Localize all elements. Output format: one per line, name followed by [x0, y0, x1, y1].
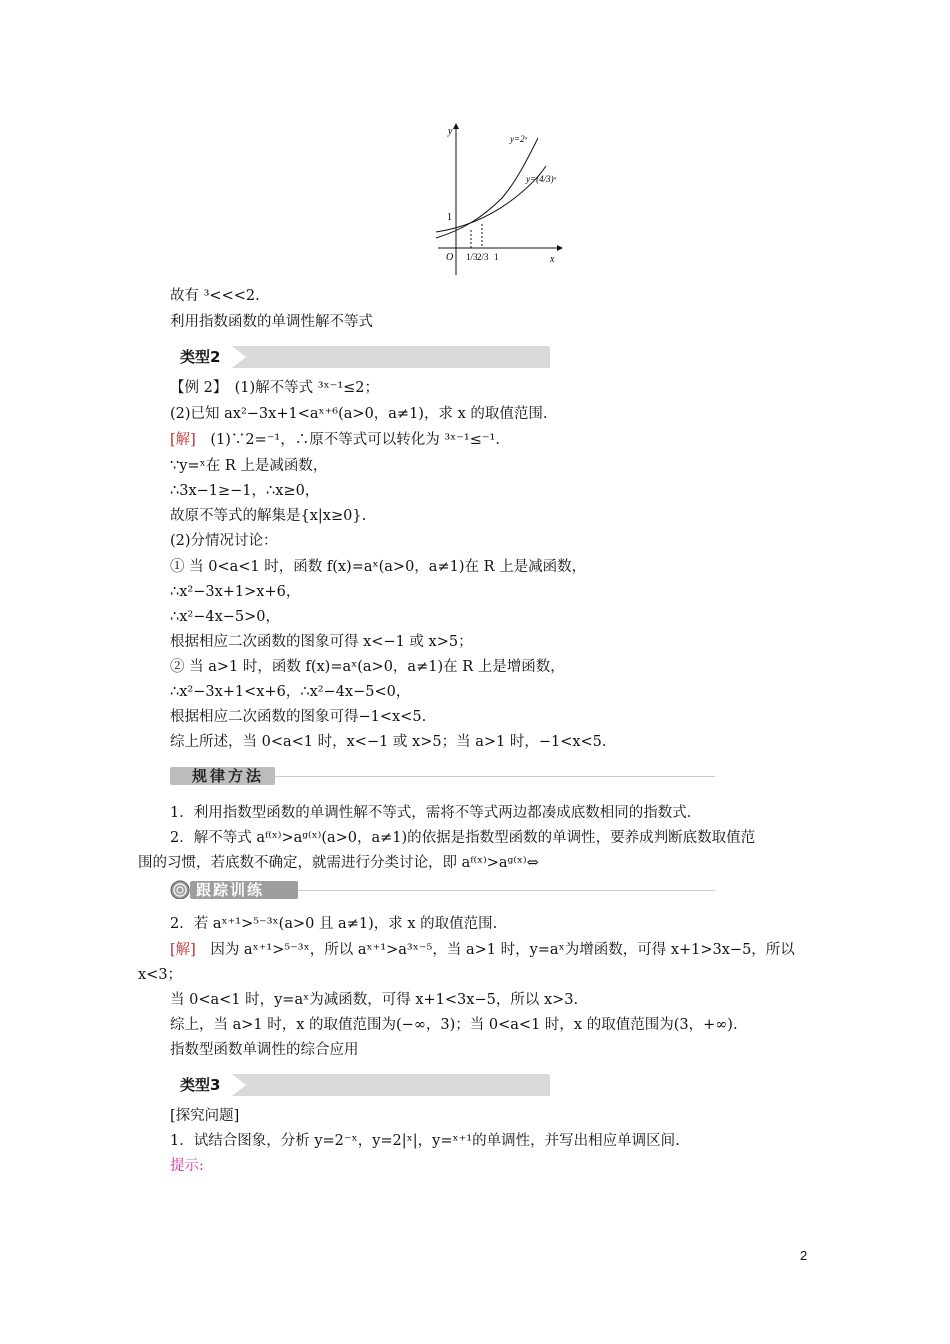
method-banner	[170, 765, 280, 787]
text-line: ∴x²−4x−5>0，	[170, 609, 281, 625]
text-line: x<3；	[138, 967, 183, 983]
text-line: ① 当 0<a<1 时，函数 f(x)=aˣ(a>0，a≠1)在 R 上是减函数，	[170, 559, 587, 575]
type2-banner	[170, 346, 550, 368]
curve2-label: y=(4/3)ˣ	[526, 174, 557, 184]
text-line: 综上所述，当 0<a<1 时，x<−1 或 x>5；当 a>1 时，−1<x<5.	[170, 734, 607, 750]
tick-1: 1	[494, 252, 499, 262]
text-line: ② 当 a>1 时，函数 f(x)=aˣ(a>0，a≠1)在 R 上是增函数，	[170, 659, 565, 675]
solution-tag: [解]	[170, 942, 196, 958]
method-label: 规律方法	[192, 767, 265, 785]
text-line: 根据相应二次函数的图象可得−1<x<5.	[170, 709, 427, 725]
exercise-line: 2．若 aˣ⁺¹>⁵⁻³ˣ(a>0 且 a≠1)，求 x 的取值范围.	[170, 916, 498, 932]
text-line: 故有 ³<<<2.	[170, 288, 260, 304]
section-heading: 利用指数函数的单调性解不等式	[170, 314, 373, 330]
y-axis-label: y	[448, 126, 453, 137]
text-line: 综上，当 a>1 时，x 的取值范围为(−∞，3)；当 0<a<1 时，x 的取值范围为(3，+∞).	[170, 1017, 738, 1033]
method-line: 2．解不等式 aᶠ⁽ˣ⁾>aᵍ⁽ˣ⁾(a>0，a≠1)的依据是指数型函数的单调性，要养成判断底数取值范	[170, 830, 756, 846]
text-line: ∵y=ˣ在 R 上是减函数，	[170, 458, 328, 474]
method-line: 1．利用指数型函数的单调性解不等式，需将不等式两边都凑成底数相同的指数式.	[170, 805, 692, 821]
solution-tag: [解]	[170, 432, 196, 448]
exponential-graph	[432, 120, 572, 280]
origin-label: O	[446, 252, 454, 263]
solution-text: (1)∵2=⁻¹，∴原不等式可以转化为 ³ˣ⁻¹≤⁻¹.	[195, 432, 500, 448]
curve1-label: y=2ˣ	[510, 134, 528, 144]
example-line: 【例 2】 (1)解不等式 ³ˣ⁻¹≤2；	[170, 380, 380, 396]
text-line: (2)分情况讨论：	[170, 533, 278, 549]
tick-2-3: 2/3	[477, 252, 489, 262]
hint-label: 提示:	[170, 1158, 204, 1174]
text-line: 故原不等式的解集是{x|x≥0}.	[170, 508, 367, 524]
type2-label: 类型2	[170, 346, 232, 368]
text-line: ∴x²−3x+1<x+6，∴x²−4x−5<0，	[170, 684, 411, 700]
text-line: [探究问题]	[170, 1108, 240, 1124]
text-line: ∴x²−3x+1>x+6，	[170, 584, 301, 600]
type3-banner	[170, 1074, 550, 1096]
x-axis-label: x	[550, 254, 555, 265]
y-one-label: 1	[447, 212, 452, 223]
text-line: 当 0<a<1 时，y=aˣ为减函数，可得 x+1<3x−5，所以 x>3.	[170, 992, 579, 1008]
solution-line	[170, 430, 500, 450]
section-heading: 指数型函数单调性的综合应用	[170, 1042, 359, 1058]
question-line: 1．试结合图象，分析 y=2⁻ˣ，y=2|ˣ|，y=ˣ⁺¹的单调性，并写出相应单调区间.	[170, 1133, 680, 1149]
method-line: 围的习惯，若底数不确定，就需进行分类讨论，即 aᶠ⁽ˣ⁾>aᵍ⁽ˣ⁾⇔	[138, 855, 539, 871]
type3-label: 类型3	[170, 1074, 232, 1096]
text-line: 根据相应二次函数的图象可得 x<−1 或 x>5；	[170, 634, 473, 650]
text-line: ∴3x−1≥−1，∴x≥0，	[170, 483, 320, 499]
trace-label: 跟踪训练	[196, 881, 265, 899]
example-line: (2)已知 ax²−3x+1<aˣ⁺⁶(a>0，a≠1)，求 x 的取值范围.	[170, 406, 548, 422]
curve-2x	[436, 138, 538, 238]
solution-text: 因为 aˣ⁺¹>⁵⁻³ˣ，所以 aˣ⁺¹>a³ˣ⁻⁵，当 a>1 时，y=aˣ为增函数，可得 x+1>3x−5，所以	[195, 942, 795, 958]
tick-1-3: 1/3	[466, 252, 478, 262]
target-icon	[170, 879, 190, 899]
trace-banner	[170, 879, 300, 901]
page-number: 2	[800, 1248, 808, 1263]
exercise-solution	[170, 940, 795, 960]
